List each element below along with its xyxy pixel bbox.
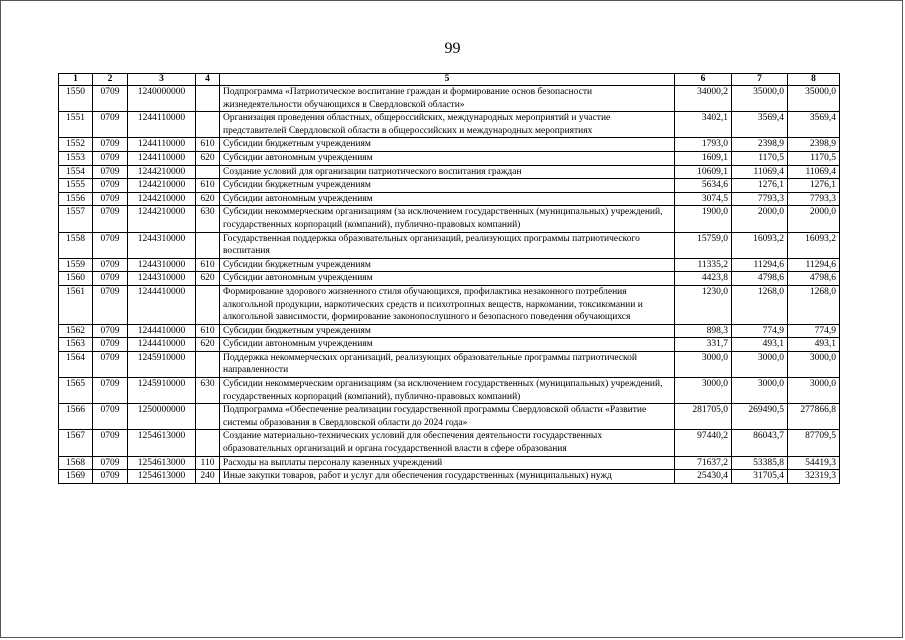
row-number-cell: 1569 <box>59 470 93 484</box>
table-row <box>59 165 840 179</box>
amount-year-2-cell: 3000,0 <box>732 351 788 377</box>
amount-year-1-cell: 3074,5 <box>675 192 732 206</box>
target-article-cell: 1250000000 <box>128 404 196 430</box>
target-article-cell: 1254613000 <box>128 430 196 456</box>
amount-year-3-cell: 774,9 <box>788 324 840 338</box>
amount-year-1-cell: 1900,0 <box>675 206 732 232</box>
section-code-cell: 0709 <box>93 324 128 338</box>
amount-year-1-cell: 1793,0 <box>675 138 732 152</box>
amount-year-1-cell: 25430,4 <box>675 470 732 484</box>
amount-year-3-cell: 54419,3 <box>788 456 840 470</box>
amount-year-2-cell: 1276,1 <box>732 179 788 193</box>
expense-type-cell <box>196 430 220 456</box>
row-number-cell: 1563 <box>59 338 93 352</box>
description-cell: Субсидии некоммерческим организациям (за исключением государственных (муниципальных) учреждений, государственных корпораций (компаний), публично-правовых компаний) <box>220 206 675 232</box>
target-article-cell: 1244310000 <box>128 272 196 286</box>
description-cell: Субсидии автономным учреждениям <box>220 151 675 165</box>
table-row <box>59 206 840 232</box>
amount-year-3-cell: 32319,3 <box>788 470 840 484</box>
amount-year-3-cell: 3569,4 <box>788 112 840 138</box>
amount-year-2-cell: 31705,4 <box>732 470 788 484</box>
section-code-cell: 0709 <box>93 470 128 484</box>
amount-year-3-cell: 87709,5 <box>788 430 840 456</box>
page-number: 99 <box>444 40 461 57</box>
target-article-cell: 1244210000 <box>128 192 196 206</box>
table-header-row <box>59 74 840 86</box>
section-code-cell: 0709 <box>93 430 128 456</box>
row-number-cell: 1560 <box>59 272 93 286</box>
row-number-cell: 1565 <box>59 378 93 404</box>
table-row <box>59 470 840 484</box>
target-article-cell: 1245910000 <box>128 378 196 404</box>
amount-year-1-cell: 4423,8 <box>675 272 732 286</box>
expense-type-cell: 630 <box>196 206 220 232</box>
section-code-cell: 0709 <box>93 138 128 152</box>
table-row <box>59 324 840 338</box>
description-cell: Государственная поддержка образовательных организаций, реализующих программы патриотического воспитания <box>220 232 675 258</box>
expense-type-cell: 610 <box>196 324 220 338</box>
section-code-cell: 0709 <box>93 165 128 179</box>
expense-type-cell: 610 <box>196 258 220 272</box>
amount-year-2-cell: 2000,0 <box>732 206 788 232</box>
table-row <box>59 232 840 258</box>
row-number-cell: 1558 <box>59 232 93 258</box>
amount-year-2-cell: 3000,0 <box>732 378 788 404</box>
section-code-cell: 0709 <box>93 206 128 232</box>
amount-year-2-cell: 1268,0 <box>732 285 788 324</box>
section-code-cell: 0709 <box>93 86 128 112</box>
description-cell: Расходы на выплаты персоналу казенных учреждений <box>220 456 675 470</box>
amount-year-2-cell: 2398,9 <box>732 138 788 152</box>
table-row <box>59 112 840 138</box>
row-number-cell: 1561 <box>59 285 93 324</box>
expense-type-cell: 240 <box>196 470 220 484</box>
description-cell: Создание условий для организации патриотического воспитания граждан <box>220 165 675 179</box>
description-cell: Создание материально-технических условий для обеспечения деятельности государственных образовательных организаций и органа государственной власти в сфере образования <box>220 430 675 456</box>
description-cell: Субсидии автономным учреждениям <box>220 192 675 206</box>
amount-year-2-cell: 493,1 <box>732 338 788 352</box>
amount-year-3-cell: 16093,2 <box>788 232 840 258</box>
expense-type-cell <box>196 112 220 138</box>
target-article-cell: 1244210000 <box>128 165 196 179</box>
amount-year-3-cell: 11294,6 <box>788 258 840 272</box>
column-header: 3 <box>128 74 196 86</box>
target-article-cell: 1244310000 <box>128 258 196 272</box>
table-row <box>59 430 840 456</box>
amount-year-3-cell: 2000,0 <box>788 206 840 232</box>
row-number-cell: 1559 <box>59 258 93 272</box>
target-article-cell: 1240000000 <box>128 86 196 112</box>
target-article-cell: 1254613000 <box>128 456 196 470</box>
column-header: 8 <box>788 74 840 86</box>
expense-type-cell <box>196 86 220 112</box>
expense-type-cell: 630 <box>196 378 220 404</box>
row-number-cell: 1566 <box>59 404 93 430</box>
amount-year-2-cell: 16093,2 <box>732 232 788 258</box>
amount-year-2-cell: 774,9 <box>732 324 788 338</box>
section-code-cell: 0709 <box>93 378 128 404</box>
section-code-cell: 0709 <box>93 285 128 324</box>
target-article-cell: 1244110000 <box>128 151 196 165</box>
amount-year-1-cell: 34000,2 <box>675 86 732 112</box>
table-row <box>59 272 840 286</box>
amount-year-2-cell: 86043,7 <box>732 430 788 456</box>
table-row <box>59 192 840 206</box>
target-article-cell: 1244410000 <box>128 338 196 352</box>
amount-year-1-cell: 3000,0 <box>675 351 732 377</box>
amount-year-3-cell: 7793,3 <box>788 192 840 206</box>
amount-year-2-cell: 35000,0 <box>732 86 788 112</box>
target-article-cell: 1244110000 <box>128 138 196 152</box>
target-article-cell: 1254613000 <box>128 470 196 484</box>
column-header: 7 <box>732 74 788 86</box>
expense-type-cell: 610 <box>196 138 220 152</box>
amount-year-3-cell: 1170,5 <box>788 151 840 165</box>
table-row <box>59 378 840 404</box>
target-article-cell: 1244410000 <box>128 285 196 324</box>
target-article-cell: 1244210000 <box>128 206 196 232</box>
row-number-cell: 1564 <box>59 351 93 377</box>
amount-year-3-cell: 493,1 <box>788 338 840 352</box>
section-code-cell: 0709 <box>93 179 128 193</box>
table-row <box>59 138 840 152</box>
amount-year-1-cell: 97440,2 <box>675 430 732 456</box>
amount-year-1-cell: 898,3 <box>675 324 732 338</box>
description-cell: Субсидии автономным учреждениям <box>220 272 675 286</box>
section-code-cell: 0709 <box>93 258 128 272</box>
table-row <box>59 404 840 430</box>
column-header: 2 <box>93 74 128 86</box>
description-cell: Подпрограмма «Обеспечение реализации государственной программы Свердловской области «Развитие системы образования в Свердловской области до 2024 года» <box>220 404 675 430</box>
table-row <box>59 351 840 377</box>
description-cell: Поддержка некоммерческих организаций, реализующих образовательные программы патриотической направленности <box>220 351 675 377</box>
amount-year-1-cell: 15759,0 <box>675 232 732 258</box>
description-cell: Субсидии бюджетным учреждениям <box>220 179 675 193</box>
description-cell: Формирование здорового жизненного стиля обучающихся, профилактика незаконного потребления алкогольной продукции, наркотических средств и психотропных веществ, наркомании, токсикомании и алкогольной зависимости, формирование законопослушного и безопасного поведения обучающихся <box>220 285 675 324</box>
amount-year-1-cell: 71637,2 <box>675 456 732 470</box>
amount-year-1-cell: 11335,2 <box>675 258 732 272</box>
amount-year-3-cell: 3000,0 <box>788 378 840 404</box>
row-number-cell: 1552 <box>59 138 93 152</box>
row-number-cell: 1568 <box>59 456 93 470</box>
section-code-cell: 0709 <box>93 192 128 206</box>
row-number-cell: 1554 <box>59 165 93 179</box>
row-number-cell: 1556 <box>59 192 93 206</box>
expense-type-cell <box>196 285 220 324</box>
amount-year-3-cell: 11069,4 <box>788 165 840 179</box>
amount-year-2-cell: 53385,8 <box>732 456 788 470</box>
description-cell: Организация проведения областных, общероссийских, международных мероприятий и участие представителей Свердловской области в общероссийских и международных мероприятиях <box>220 112 675 138</box>
table-row <box>59 86 840 112</box>
section-code-cell: 0709 <box>93 112 128 138</box>
description-cell: Субсидии бюджетным учреждениям <box>220 324 675 338</box>
row-number-cell: 1551 <box>59 112 93 138</box>
amount-year-3-cell: 4798,6 <box>788 272 840 286</box>
table-row <box>59 151 840 165</box>
column-header: 1 <box>59 74 93 86</box>
expense-type-cell: 620 <box>196 151 220 165</box>
description-cell: Субсидии некоммерческим организациям (за исключением государственных (муниципальных) учреждений, государственных корпораций (компаний), публично-правовых компаний) <box>220 378 675 404</box>
table-row <box>59 285 840 324</box>
section-code-cell: 0709 <box>93 338 128 352</box>
expense-type-cell: 620 <box>196 338 220 352</box>
amount-year-1-cell: 1230,0 <box>675 285 732 324</box>
table-row <box>59 338 840 352</box>
expense-type-cell: 110 <box>196 456 220 470</box>
section-code-cell: 0709 <box>93 351 128 377</box>
column-header: 6 <box>675 74 732 86</box>
column-header: 4 <box>196 74 220 86</box>
amount-year-2-cell: 4798,6 <box>732 272 788 286</box>
description-cell: Субсидии автономным учреждениям <box>220 338 675 352</box>
amount-year-1-cell: 281705,0 <box>675 404 732 430</box>
target-article-cell: 1245910000 <box>128 351 196 377</box>
section-code-cell: 0709 <box>93 404 128 430</box>
description-cell: Субсидии бюджетным учреждениям <box>220 138 675 152</box>
expense-type-cell <box>196 165 220 179</box>
amount-year-2-cell: 269490,5 <box>732 404 788 430</box>
expense-type-cell <box>196 351 220 377</box>
column-header: 5 <box>220 74 675 86</box>
budget-table <box>58 73 840 484</box>
amount-year-3-cell: 3000,0 <box>788 351 840 377</box>
expense-type-cell <box>196 232 220 258</box>
table-row <box>59 258 840 272</box>
expense-type-cell <box>196 404 220 430</box>
row-number-cell: 1555 <box>59 179 93 193</box>
amount-year-1-cell: 3402,1 <box>675 112 732 138</box>
section-code-cell: 0709 <box>93 151 128 165</box>
amount-year-2-cell: 11294,6 <box>732 258 788 272</box>
expense-type-cell: 620 <box>196 192 220 206</box>
table-row <box>59 179 840 193</box>
target-article-cell: 1244110000 <box>128 112 196 138</box>
description-cell: Иные закупки товаров, работ и услуг для обеспечения государственных (муниципальных) нужд <box>220 470 675 484</box>
description-cell: Подпрограмма «Патриотическое воспитание граждан и формирование основ безопасности жизнедеятельности обучающихся в Свердловской области» <box>220 86 675 112</box>
amount-year-3-cell: 1268,0 <box>788 285 840 324</box>
amount-year-1-cell: 1609,1 <box>675 151 732 165</box>
row-number-cell: 1567 <box>59 430 93 456</box>
amount-year-1-cell: 10609,1 <box>675 165 732 179</box>
row-number-cell: 1553 <box>59 151 93 165</box>
amount-year-2-cell: 3569,4 <box>732 112 788 138</box>
amount-year-1-cell: 3000,0 <box>675 378 732 404</box>
amount-year-3-cell: 277866,8 <box>788 404 840 430</box>
amount-year-1-cell: 5634,6 <box>675 179 732 193</box>
target-article-cell: 1244210000 <box>128 179 196 193</box>
amount-year-2-cell: 1170,5 <box>732 151 788 165</box>
amount-year-1-cell: 331,7 <box>675 338 732 352</box>
target-article-cell: 1244410000 <box>128 324 196 338</box>
row-number-cell: 1557 <box>59 206 93 232</box>
section-code-cell: 0709 <box>93 272 128 286</box>
target-article-cell: 1244310000 <box>128 232 196 258</box>
amount-year-3-cell: 1276,1 <box>788 179 840 193</box>
amount-year-2-cell: 11069,4 <box>732 165 788 179</box>
amount-year-3-cell: 35000,0 <box>788 86 840 112</box>
expense-type-cell: 610 <box>196 179 220 193</box>
table-row <box>59 456 840 470</box>
row-number-cell: 1550 <box>59 86 93 112</box>
section-code-cell: 0709 <box>93 232 128 258</box>
section-code-cell: 0709 <box>93 456 128 470</box>
amount-year-2-cell: 7793,3 <box>732 192 788 206</box>
table-body <box>59 86 840 484</box>
expense-type-cell: 620 <box>196 272 220 286</box>
amount-year-3-cell: 2398,9 <box>788 138 840 152</box>
row-number-cell: 1562 <box>59 324 93 338</box>
description-cell: Субсидии бюджетным учреждениям <box>220 258 675 272</box>
